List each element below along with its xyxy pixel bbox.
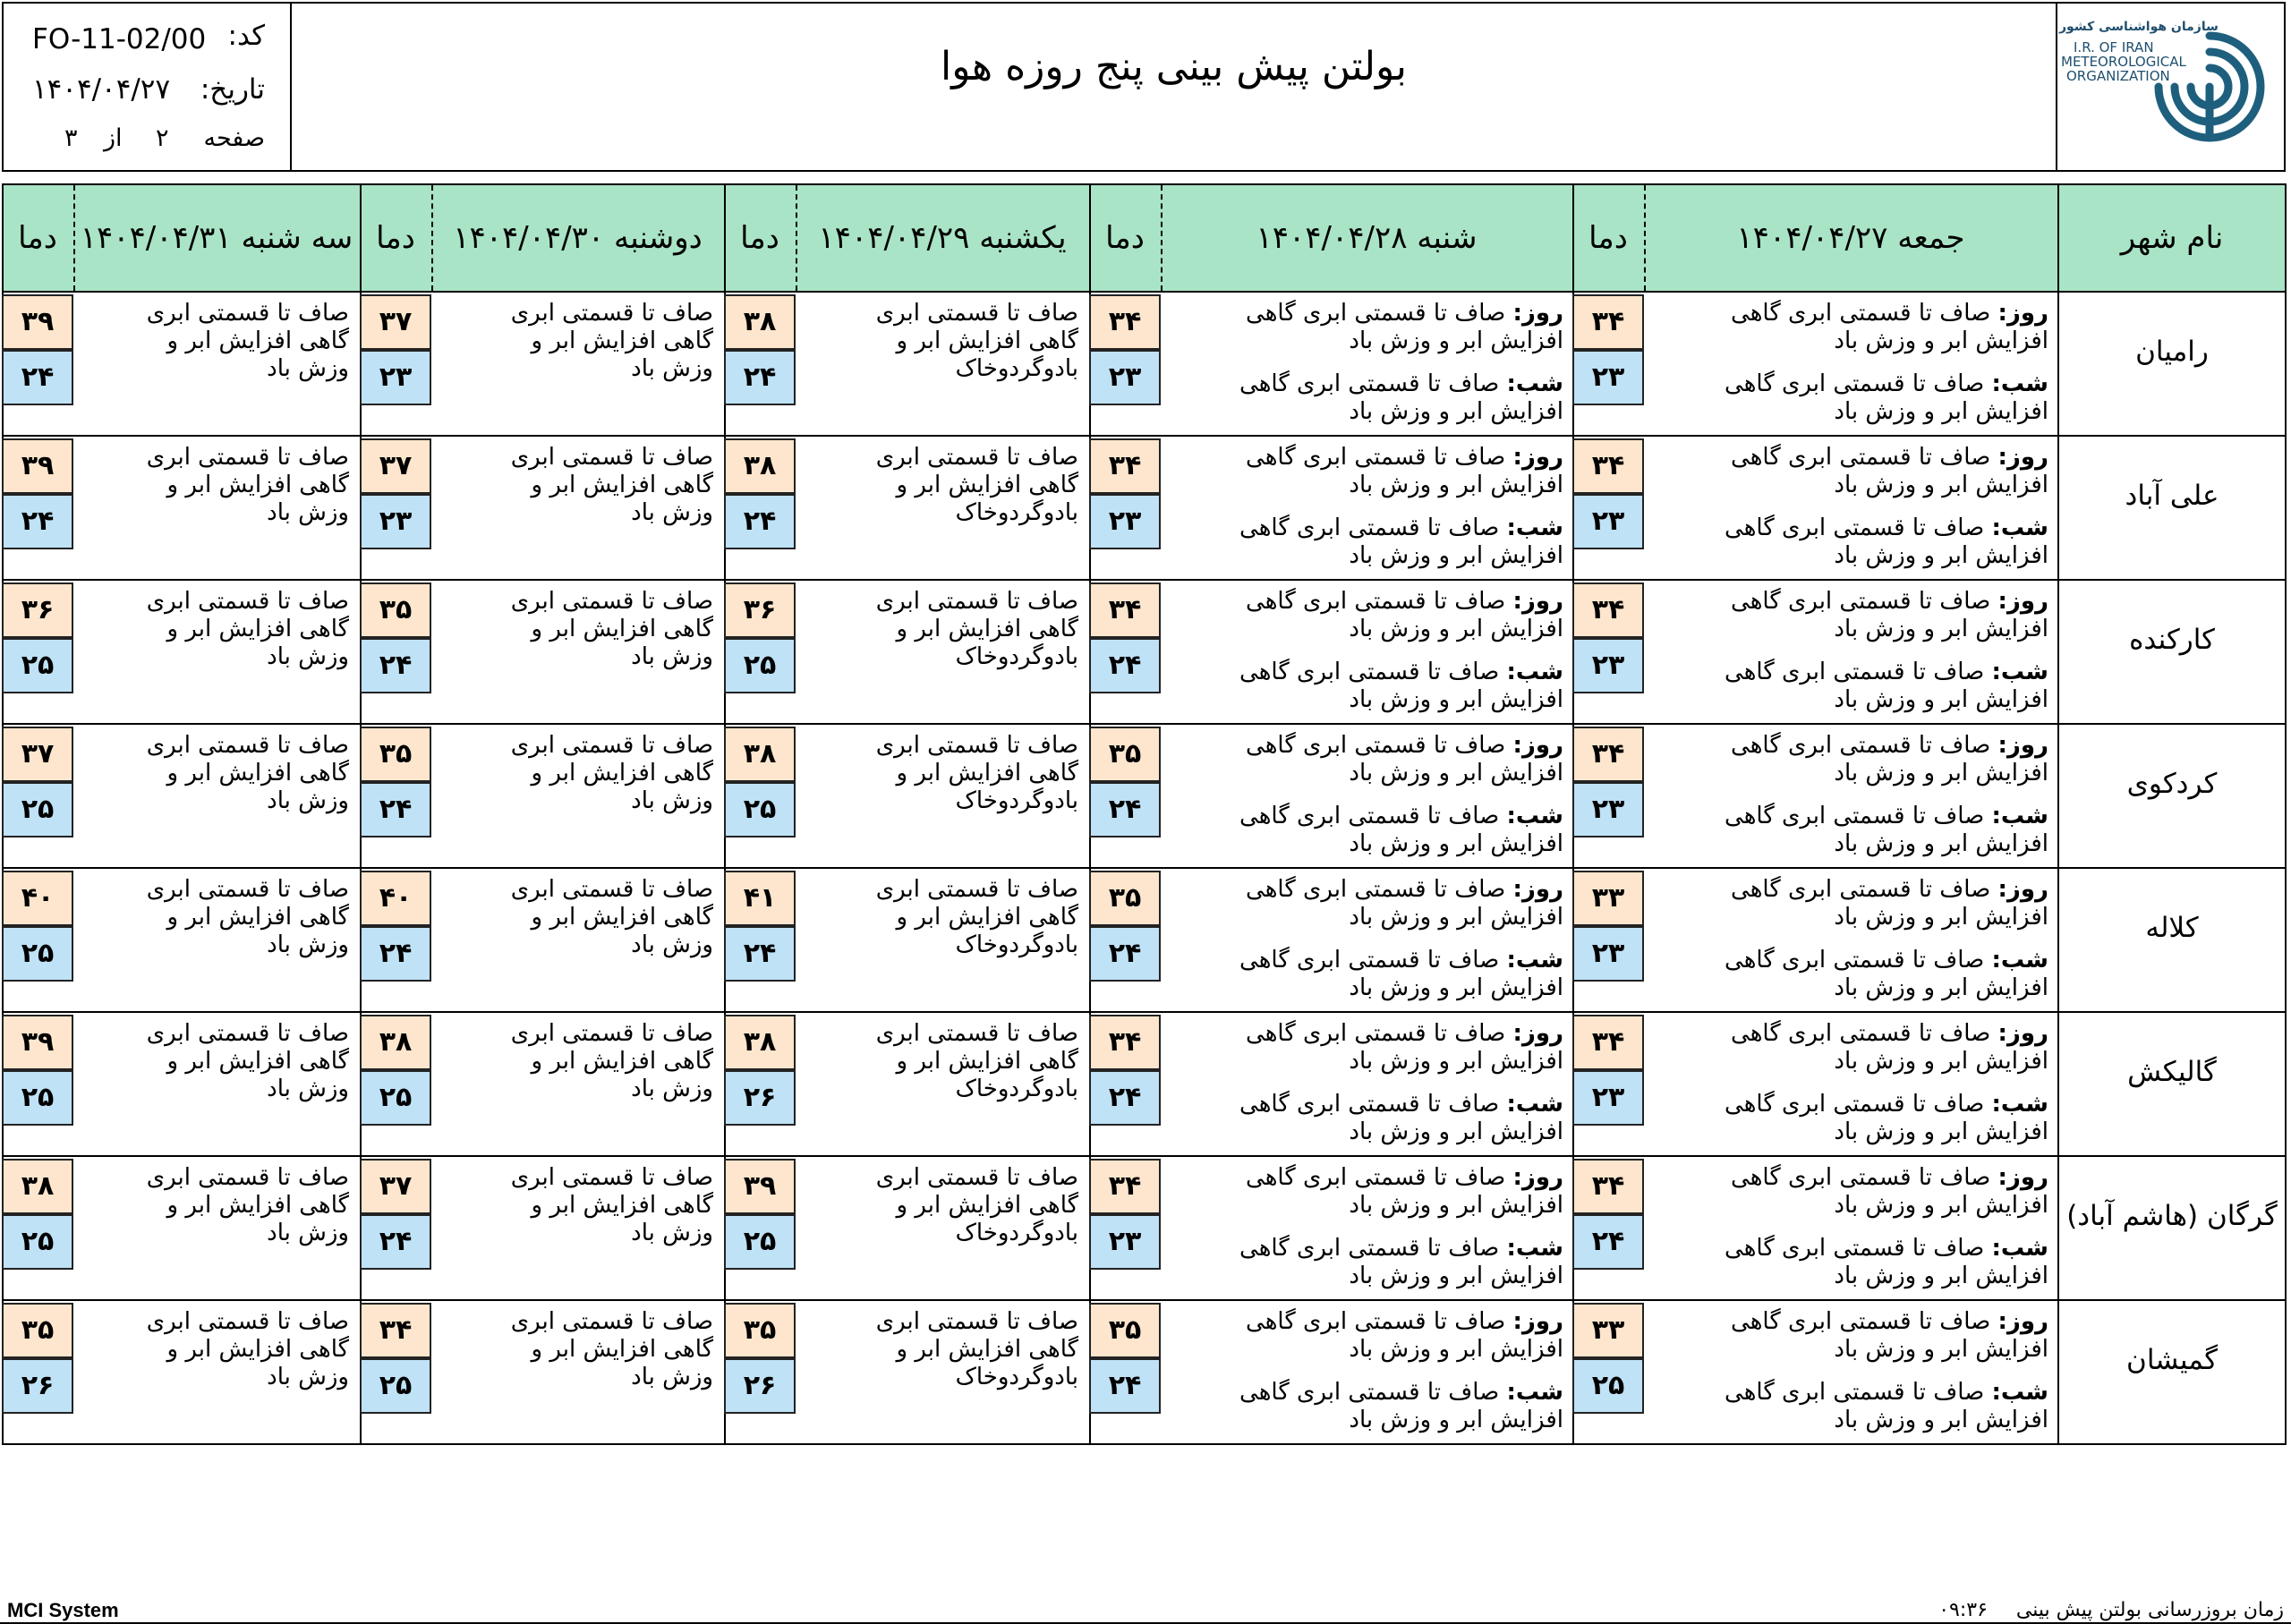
- day-condition: [1223, 588, 1563, 643]
- day-condition: [1223, 876, 1563, 931]
- day-condition: [1708, 1164, 2048, 1220]
- night-condition-text: صاف تا قسمتی ابری گاهی افزایش ابر و وزش باد: [1725, 659, 2048, 713]
- day-condition-text: صاف تا قسمتی ابری گاهی افزایش ابر و وزش باد: [1246, 732, 1563, 786]
- night-condition: [1708, 1235, 2048, 1290]
- date-value: ۱۴۰۴/۰۴/۲۷: [32, 73, 171, 106]
- max-temp: ۴۰: [2, 871, 73, 926]
- min-temp: ۲۳: [1089, 1214, 1161, 1270]
- min-temp: ۲۶: [724, 1358, 796, 1414]
- max-temp: ۳۴: [1089, 438, 1161, 494]
- night-condition-text: صاف تا قسمتی ابری گاهی افزایش ابر و وزش باد: [1725, 947, 2048, 1001]
- day-condition: [1708, 1020, 2048, 1076]
- night-condition: [1708, 803, 2048, 858]
- night-label: شب:: [1991, 659, 2048, 685]
- night-condition: [1708, 514, 2048, 570]
- night-label: شب:: [1991, 370, 2048, 397]
- column-header-temp-3: دما: [740, 220, 779, 256]
- night-condition-text: صاف تا قسمتی ابری گاهی افزایش ابر و وزش باد: [1239, 803, 1563, 857]
- city-name: علی آباد: [2125, 480, 2219, 512]
- day-label: روز:: [1997, 1308, 2048, 1335]
- min-temp: ۲۴: [360, 782, 431, 838]
- night-condition: [1223, 947, 1563, 1002]
- night-condition: [1708, 659, 2048, 714]
- row-divider: [2, 1299, 2287, 1301]
- min-temp: ۲۴: [1089, 1070, 1161, 1126]
- night-condition-text: صاف تا قسمتی ابری گاهی افزایش ابر و وزش باد: [1725, 1235, 2048, 1289]
- column-header-day-2: شنبه ۱۴۰۴/۰۴/۲۸: [1256, 220, 1478, 256]
- night-condition: [1223, 514, 1563, 570]
- day-condition-text: صاف تا قسمتی ابری گاهی افزایش ابر و وزش باد: [1246, 876, 1563, 931]
- night-label: شب:: [1506, 1379, 1563, 1406]
- day-label: روز:: [1997, 1164, 2048, 1191]
- bulletin-header: [2, 2, 2286, 172]
- header-dashed-divider: [73, 185, 75, 291]
- day-condition: [1708, 732, 2048, 787]
- night-condition-text: صاف تا قسمتی ابری گاهی افزایش ابر و وزش باد: [1725, 803, 2048, 857]
- day-condition-text: صاف تا قسمتی ابری گاهی افزایش ابر و وزش باد: [1246, 444, 1563, 498]
- min-temp: ۲۶: [2, 1358, 73, 1414]
- max-temp: ۳۳: [1572, 871, 1644, 926]
- max-temp: ۳۹: [2, 438, 73, 494]
- night-condition: [1223, 1235, 1563, 1290]
- max-temp: ۳۸: [724, 438, 796, 494]
- max-temp: ۴۰: [360, 871, 431, 926]
- forecast-condition: صاف تا قسمتی ابری گاهی افزایش ابر و بادوگردوخاک: [875, 588, 1078, 670]
- column-header-day-5: سه شنبه ۱۴۰۴/۰۴/۳۱: [80, 220, 353, 256]
- night-label: شب:: [1506, 947, 1563, 974]
- forecast-condition: صاف تا قسمتی ابری گاهی افزایش ابر و بادوگردوخاک: [875, 732, 1078, 814]
- night-condition-text: صاف تا قسمتی ابری گاهی افزایش ابر و وزش باد: [1239, 659, 1563, 713]
- night-label: شب:: [1506, 1091, 1563, 1118]
- max-temp: ۳۴: [1089, 582, 1161, 638]
- day-condition-text: صاف تا قسمتی ابری گاهی افزایش ابر و وزش باد: [1731, 1164, 2048, 1219]
- header-dashed-divider: [1644, 185, 1646, 291]
- city-name: کردکوی: [2126, 768, 2218, 800]
- night-label: شب:: [1506, 659, 1563, 685]
- day-condition: [1223, 444, 1563, 499]
- logo-area: [2056, 4, 2284, 170]
- day-condition-text: صاف تا قسمتی ابری گاهی افزایش ابر و وزش باد: [1246, 588, 1563, 642]
- max-temp: ۳۵: [1089, 871, 1161, 926]
- meteorological-logo-icon: [2142, 20, 2277, 154]
- max-temp: ۳۸: [724, 294, 796, 350]
- night-condition-text: صاف تا قسمتی ابری گاهی افزایش ابر و وزش باد: [1239, 370, 1563, 425]
- day-condition: [1223, 1020, 1563, 1076]
- min-temp: ۲۳: [1572, 494, 1644, 549]
- min-temp: ۲۵: [724, 782, 796, 838]
- min-temp: ۲۵: [2, 1070, 73, 1126]
- day-label: روز:: [1512, 1164, 1563, 1191]
- night-condition-text: صاف تا قسمتی ابری گاهی افزایش ابر و وزش باد: [1239, 514, 1563, 569]
- update-time-value: ۰۹:۳۶: [1938, 1599, 1988, 1621]
- night-condition: [1223, 370, 1563, 426]
- max-temp: ۳۶: [2, 582, 73, 638]
- forecast-condition: صاف تا قسمتی ابری گاهی افزایش ابر و وزش باد: [146, 1020, 349, 1102]
- forecast-condition: صاف تا قسمتی ابری گاهی افزایش ابر و بادوگردوخاک: [875, 1308, 1078, 1390]
- day-label: روز:: [1512, 1020, 1563, 1047]
- night-condition-text: صاف تا قسمتی ابری گاهی افزایش ابر و وزش باد: [1239, 947, 1563, 1001]
- city-name: رامیان: [2135, 336, 2209, 368]
- max-temp: ۳۵: [724, 1303, 796, 1358]
- forecast-condition: صاف تا قسمتی ابری گاهی افزایش ابر و وزش باد: [510, 1020, 713, 1102]
- min-temp: ۲۵: [1572, 1358, 1644, 1414]
- night-label: شب:: [1991, 1091, 2048, 1118]
- min-temp: ۲۳: [1089, 494, 1161, 549]
- forecast-condition: صاف تا قسمتی ابری گاهی افزایش ابر و وزش باد: [146, 1164, 349, 1246]
- max-temp: ۳۹: [2, 294, 73, 350]
- min-temp: ۲۴: [1089, 638, 1161, 693]
- night-condition-text: صاف تا قسمتی ابری گاهی افزایش ابر و وزش باد: [1725, 1091, 2048, 1145]
- day-condition: [1708, 300, 2048, 355]
- city-name: کلاله: [2145, 912, 2199, 944]
- city-name: گرگان (هاشم آباد): [2066, 1200, 2278, 1232]
- max-temp: ۳۴: [1572, 1159, 1644, 1214]
- page-number: ۲: [156, 124, 169, 152]
- forecast-condition: صاف تا قسمتی ابری گاهی افزایش ابر و وزش باد: [510, 444, 713, 526]
- city-name: گالیکش: [2127, 1056, 2217, 1088]
- page-total: ۳: [64, 124, 78, 152]
- forecast-condition: صاف تا قسمتی ابری گاهی افزایش ابر و وزش باد: [510, 732, 713, 814]
- day-label: روز:: [1512, 588, 1563, 615]
- forecast-condition: صاف تا قسمتی ابری گاهی افزایش ابر و وزش باد: [146, 732, 349, 814]
- min-temp: ۲۴: [360, 926, 431, 982]
- night-label: شب:: [1991, 947, 2048, 974]
- forecast-condition: صاف تا قسمتی ابری گاهی افزایش ابر و بادوگردوخاک: [875, 1020, 1078, 1102]
- min-temp: ۲۵: [724, 638, 796, 693]
- max-temp: ۳۷: [360, 438, 431, 494]
- row-divider: [2, 1011, 2287, 1013]
- day-condition: [1708, 444, 2048, 499]
- min-temp: ۲۴: [360, 1214, 431, 1270]
- forecast-condition: صاف تا قسمتی ابری گاهی افزایش ابر و بادوگردوخاک: [875, 300, 1078, 382]
- min-temp: ۲۳: [1572, 350, 1644, 405]
- max-temp: ۳۸: [724, 727, 796, 782]
- header-dashed-divider: [1161, 185, 1163, 291]
- max-temp: ۳۳: [1572, 1303, 1644, 1358]
- day-condition: [1223, 732, 1563, 787]
- min-temp: ۲۳: [1572, 926, 1644, 982]
- update-time-label: زمان بروزرسانی بولتن پیش بینی: [2015, 1599, 2284, 1621]
- day-condition-text: صاف تا قسمتی ابری گاهی افزایش ابر و وزش باد: [1731, 1308, 2048, 1363]
- day-condition-text: صاف تا قسمتی ابری گاهی افزایش ابر و وزش باد: [1731, 444, 2048, 498]
- max-temp: ۳۴: [1572, 294, 1644, 350]
- night-condition-text: صاف تا قسمتی ابری گاهی افزایش ابر و وزش باد: [1239, 1235, 1563, 1289]
- forecast-condition: صاف تا قسمتی ابری گاهی افزایش ابر و وزش باد: [510, 1164, 713, 1246]
- min-temp: ۲۵: [2, 1214, 73, 1270]
- day-condition-text: صاف تا قسمتی ابری گاهی افزایش ابر و وزش باد: [1731, 732, 2048, 786]
- min-temp: ۲۵: [2, 926, 73, 982]
- day-condition-text: صاف تا قسمتی ابری گاهی افزایش ابر و وزش باد: [1246, 1020, 1563, 1075]
- min-temp: ۲۴: [724, 926, 796, 982]
- night-condition-text: صاف تا قسمتی ابری گاهی افزایش ابر و وزش باد: [1725, 370, 2048, 425]
- logo-text-persian: سازمان هواشناسی کشور: [2059, 20, 2219, 34]
- day-condition: [1223, 300, 1563, 355]
- day-label: روز:: [1512, 732, 1563, 759]
- day-label: روز:: [1512, 444, 1563, 471]
- min-temp: ۲۵: [724, 1214, 796, 1270]
- max-temp: ۳۴: [1572, 1015, 1644, 1070]
- logo-text-line3: ORGANIZATION: [2066, 68, 2170, 84]
- day-label: روز:: [1997, 588, 2048, 615]
- day-label: روز:: [1997, 444, 2048, 471]
- night-label: شب:: [1506, 514, 1563, 541]
- document-info-box: [4, 4, 292, 170]
- max-temp: ۳۷: [360, 294, 431, 350]
- night-condition: [1223, 1091, 1563, 1146]
- day-condition: [1708, 1308, 2048, 1364]
- day-condition-text: صاف تا قسمتی ابری گاهی افزایش ابر و وزش باد: [1731, 1020, 2048, 1075]
- min-temp: ۲۴: [724, 350, 796, 405]
- min-temp: ۲۴: [2, 494, 73, 549]
- night-condition: [1223, 1379, 1563, 1434]
- day-condition-text: صاف تا قسمتی ابری گاهی افزایش ابر و وزش باد: [1731, 876, 2048, 931]
- row-divider: [2, 1155, 2287, 1157]
- min-temp: ۲۳: [1089, 350, 1161, 405]
- max-temp: ۳۸: [360, 1015, 431, 1070]
- min-temp: ۲۴: [2, 350, 73, 405]
- night-condition-text: صاف تا قسمتی ابری گاهی افزایش ابر و وزش باد: [1239, 1379, 1563, 1433]
- column-header-day-4: دوشنبه ۱۴۰۴/۰۴/۳۰: [453, 220, 703, 256]
- forecast-condition: صاف تا قسمتی ابری گاهی افزایش ابر و وزش باد: [510, 588, 713, 670]
- min-temp: ۲۵: [2, 638, 73, 693]
- max-temp: ۳۷: [360, 1159, 431, 1214]
- min-temp: ۲۳: [360, 350, 431, 405]
- day-condition: [1708, 876, 2048, 931]
- forecast-condition: صاف تا قسمتی ابری گاهی افزایش ابر و بادوگردوخاک: [875, 444, 1078, 526]
- forecast-condition: صاف تا قسمتی ابری گاهی افزایش ابر و وزش باد: [146, 444, 349, 526]
- day-label: روز:: [1997, 1020, 2048, 1047]
- night-condition-text: صاف تا قسمتی ابری گاهی افزایش ابر و وزش باد: [1725, 514, 2048, 569]
- night-label: شب:: [1991, 803, 2048, 829]
- column-header-day-1: جمعه ۱۴۰۴/۰۴/۲۷: [1736, 220, 1965, 256]
- forecast-condition: صاف تا قسمتی ابری گاهی افزایش ابر و وزش باد: [510, 1308, 713, 1390]
- code-value: FO-11-02/00: [32, 23, 207, 55]
- update-time-line: [1938, 1599, 2284, 1621]
- day-condition-text: صاف تا قسمتی ابری گاهی افزایش ابر و وزش باد: [1731, 300, 2048, 354]
- day-label: روز:: [1997, 300, 2048, 327]
- day-condition-text: صاف تا قسمتی ابری گاهی افزایش ابر و وزش باد: [1731, 588, 2048, 642]
- night-condition: [1223, 659, 1563, 714]
- min-temp: ۲۴: [1572, 1214, 1644, 1270]
- forecast-condition: صاف تا قسمتی ابری گاهی افزایش ابر و بادوگردوخاک: [875, 1164, 1078, 1246]
- min-temp: ۲۵: [2, 782, 73, 838]
- forecast-condition: صاف تا قسمتی ابری گاهی افزایش ابر و وزش باد: [146, 1308, 349, 1390]
- max-temp: ۳۴: [1572, 727, 1644, 782]
- system-name: MCI System: [7, 1599, 119, 1621]
- row-divider: [2, 435, 2287, 437]
- date-label: تاریخ:: [200, 73, 265, 106]
- max-temp: ۳۹: [724, 1159, 796, 1214]
- day-condition: [1708, 588, 2048, 643]
- min-temp: ۲۵: [360, 1070, 431, 1126]
- max-temp: ۳۵: [2, 1303, 73, 1358]
- night-condition: [1708, 1379, 2048, 1434]
- min-temp: ۲۵: [360, 1358, 431, 1414]
- column-header-temp-1: دما: [1588, 220, 1628, 256]
- day-condition-text: صاف تا قسمتی ابری گاهی افزایش ابر و وزش باد: [1246, 1308, 1563, 1363]
- min-temp: ۲۴: [360, 638, 431, 693]
- min-temp: ۲۳: [1572, 1070, 1644, 1126]
- night-condition: [1708, 1091, 2048, 1146]
- day-condition: [1223, 1164, 1563, 1220]
- column-header-day-3: یکشنبه ۱۴۰۴/۰۴/۲۹: [818, 220, 1067, 256]
- max-temp: ۳۴: [1089, 1159, 1161, 1214]
- header-dashed-divider: [796, 185, 797, 291]
- night-label: شب:: [1991, 1235, 2048, 1262]
- max-temp: ۳۴: [1572, 438, 1644, 494]
- column-divider: [2285, 293, 2287, 1445]
- day-condition-text: صاف تا قسمتی ابری گاهی افزایش ابر و وزش باد: [1246, 300, 1563, 354]
- page-of: از: [104, 124, 123, 152]
- table-bottom-border: [2, 1443, 2287, 1445]
- code-label: کد:: [227, 20, 265, 52]
- max-temp: ۳۹: [2, 1015, 73, 1070]
- forecast-condition: صاف تا قسمتی ابری گاهی افزایش ابر و وزش باد: [510, 876, 713, 958]
- night-condition: [1708, 370, 2048, 426]
- forecast-condition: صاف تا قسمتی ابری گاهی افزایش ابر و وزش باد: [146, 876, 349, 958]
- max-temp: ۳۷: [2, 727, 73, 782]
- max-temp: ۳۸: [2, 1159, 73, 1214]
- header-dashed-divider: [431, 185, 433, 291]
- night-label: شب:: [1991, 514, 2048, 541]
- day-condition: [1223, 1308, 1563, 1364]
- logo-text-line2: METEOROLOGICAL: [2061, 54, 2186, 70]
- forecast-condition: صاف تا قسمتی ابری گاهی افزایش ابر و وزش باد: [146, 588, 349, 670]
- column-header-city: نام شهر: [2120, 220, 2224, 256]
- row-divider: [2, 867, 2287, 869]
- row-divider: [2, 579, 2287, 581]
- night-label: شب:: [1991, 1379, 2048, 1406]
- min-temp: ۲۴: [1089, 926, 1161, 982]
- day-condition-text: صاف تا قسمتی ابری گاهی افزایش ابر و وزش باد: [1246, 1164, 1563, 1219]
- min-temp: ۲۳: [1572, 782, 1644, 838]
- logo-text-line1: I.R. OF IRAN: [2074, 39, 2154, 55]
- city-name: گمیشان: [2126, 1344, 2218, 1376]
- column-divider: [2057, 293, 2059, 1445]
- page-title: بولتن پیش بینی پنج روزه هوا: [940, 44, 1408, 89]
- min-temp: ۲۴: [1089, 782, 1161, 838]
- min-temp: ۲۳: [360, 494, 431, 549]
- forecast-condition: صاف تا قسمتی ابری گاهی افزایش ابر و وزش باد: [146, 300, 349, 382]
- night-condition-text: صاف تا قسمتی ابری گاهی افزایش ابر و وزش باد: [1725, 1379, 2048, 1433]
- max-temp: ۳۴: [1089, 294, 1161, 350]
- max-temp: ۴۱: [724, 871, 796, 926]
- min-temp: ۲۳: [1572, 638, 1644, 693]
- min-temp: ۲۴: [724, 494, 796, 549]
- column-header-temp-2: دما: [1105, 220, 1145, 256]
- max-temp: ۳۴: [1089, 1015, 1161, 1070]
- night-condition: [1708, 947, 2048, 1002]
- day-label: روز:: [1512, 1308, 1563, 1335]
- max-temp: ۳۶: [724, 582, 796, 638]
- max-temp: ۳۴: [1572, 582, 1644, 638]
- max-temp: ۳۵: [360, 582, 431, 638]
- max-temp: ۳۴: [360, 1303, 431, 1358]
- day-label: روز:: [1997, 876, 2048, 903]
- forecast-condition: صاف تا قسمتی ابری گاهی افزایش ابر و وزش باد: [510, 300, 713, 382]
- column-header-temp-5: دما: [18, 220, 57, 256]
- night-label: شب:: [1506, 370, 1563, 397]
- max-temp: ۳۸: [724, 1015, 796, 1070]
- max-temp: ۳۵: [1089, 1303, 1161, 1358]
- min-temp: ۲۶: [724, 1070, 796, 1126]
- day-label: روز:: [1512, 876, 1563, 903]
- max-temp: ۳۵: [360, 727, 431, 782]
- forecast-condition: صاف تا قسمتی ابری گاهی افزایش ابر و بادوگردوخاک: [875, 876, 1078, 958]
- day-label: روز:: [1512, 300, 1563, 327]
- night-label: شب:: [1506, 1235, 1563, 1262]
- forecast-table: [2, 183, 2287, 1445]
- page-label: صفحه: [203, 124, 265, 152]
- day-label: روز:: [1997, 732, 2048, 759]
- city-name: کارکنده: [2129, 624, 2215, 656]
- night-condition: [1223, 803, 1563, 858]
- night-label: شب:: [1506, 803, 1563, 829]
- night-condition-text: صاف تا قسمتی ابری گاهی افزایش ابر و وزش باد: [1239, 1091, 1563, 1145]
- max-temp: ۳۵: [1089, 727, 1161, 782]
- min-temp: ۲۴: [1089, 1358, 1161, 1414]
- column-header-temp-4: دما: [376, 220, 415, 256]
- row-divider: [2, 723, 2287, 725]
